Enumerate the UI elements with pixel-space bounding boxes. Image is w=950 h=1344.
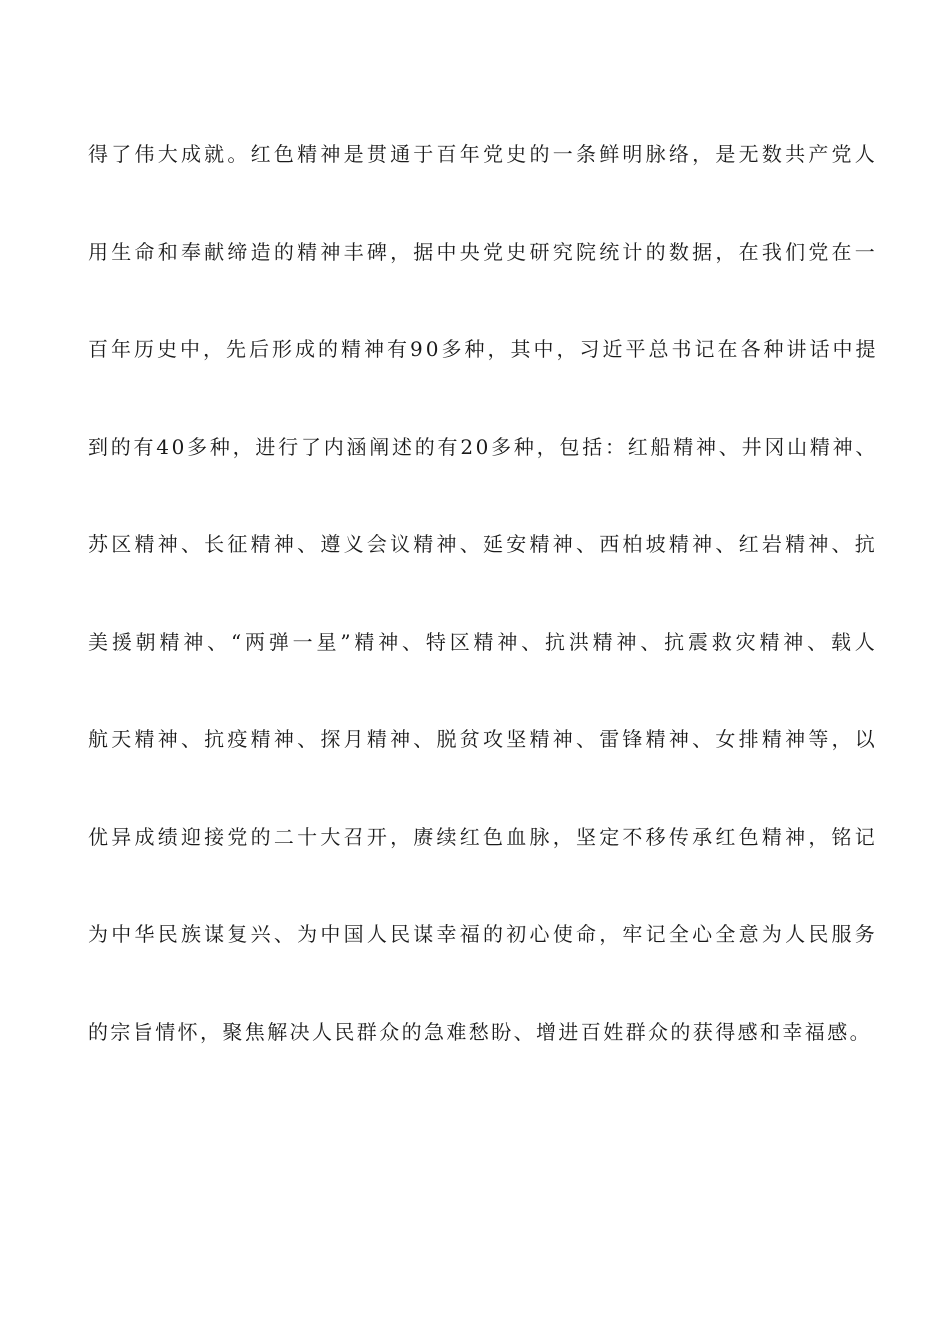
text-line-4: 到的有40多种，进行了内涵阐述的有20多种，包括：红船精神、井冈山精神、 bbox=[88, 434, 878, 459]
text-line-6: 美援朝精神、“两弹一星”精神、特区精神、抗洪精神、抗震救灾精神、载人 bbox=[88, 629, 878, 654]
text-line-3: 百年历史中，先后形成的精神有90多种，其中，习近平总书记在各种讲话中提 bbox=[88, 337, 879, 361]
text-line-9: 为中华民族谋复兴、为中国人民谋幸福的初心使命，牢记全心全意为人民服务 bbox=[88, 922, 878, 946]
text-line-5: 苏区精神、长征精神、遵义会议精神、延安精神、西柏坡精神、红岩精神、抗 bbox=[88, 532, 878, 556]
text-line-8: 优异成绩迎接党的二十大召开，赓续红色血脉，坚定不移传承红色精神，铭记 bbox=[88, 824, 878, 849]
document-body-text bbox=[88, 134, 878, 1109]
text-line-10: 的宗旨情怀，聚焦解决人民群众的急难愁盼、增进百姓群众的获得感和幸福感。 bbox=[88, 1019, 872, 1044]
text-line-1: 得了伟大成就。红色精神是贯通于百年党史的一条鲜明脉络，是无数共产党人 bbox=[88, 142, 878, 166]
text-line-2: 用生命和奉献缔造的精神丰碑，据中央党史研究院统计的数据，在我们党在一 bbox=[88, 239, 878, 264]
text-line-7: 航天精神、抗疫精神、探月精神、脱贫攻坚精神、雷锋精神、女排精神等，以 bbox=[88, 727, 878, 751]
